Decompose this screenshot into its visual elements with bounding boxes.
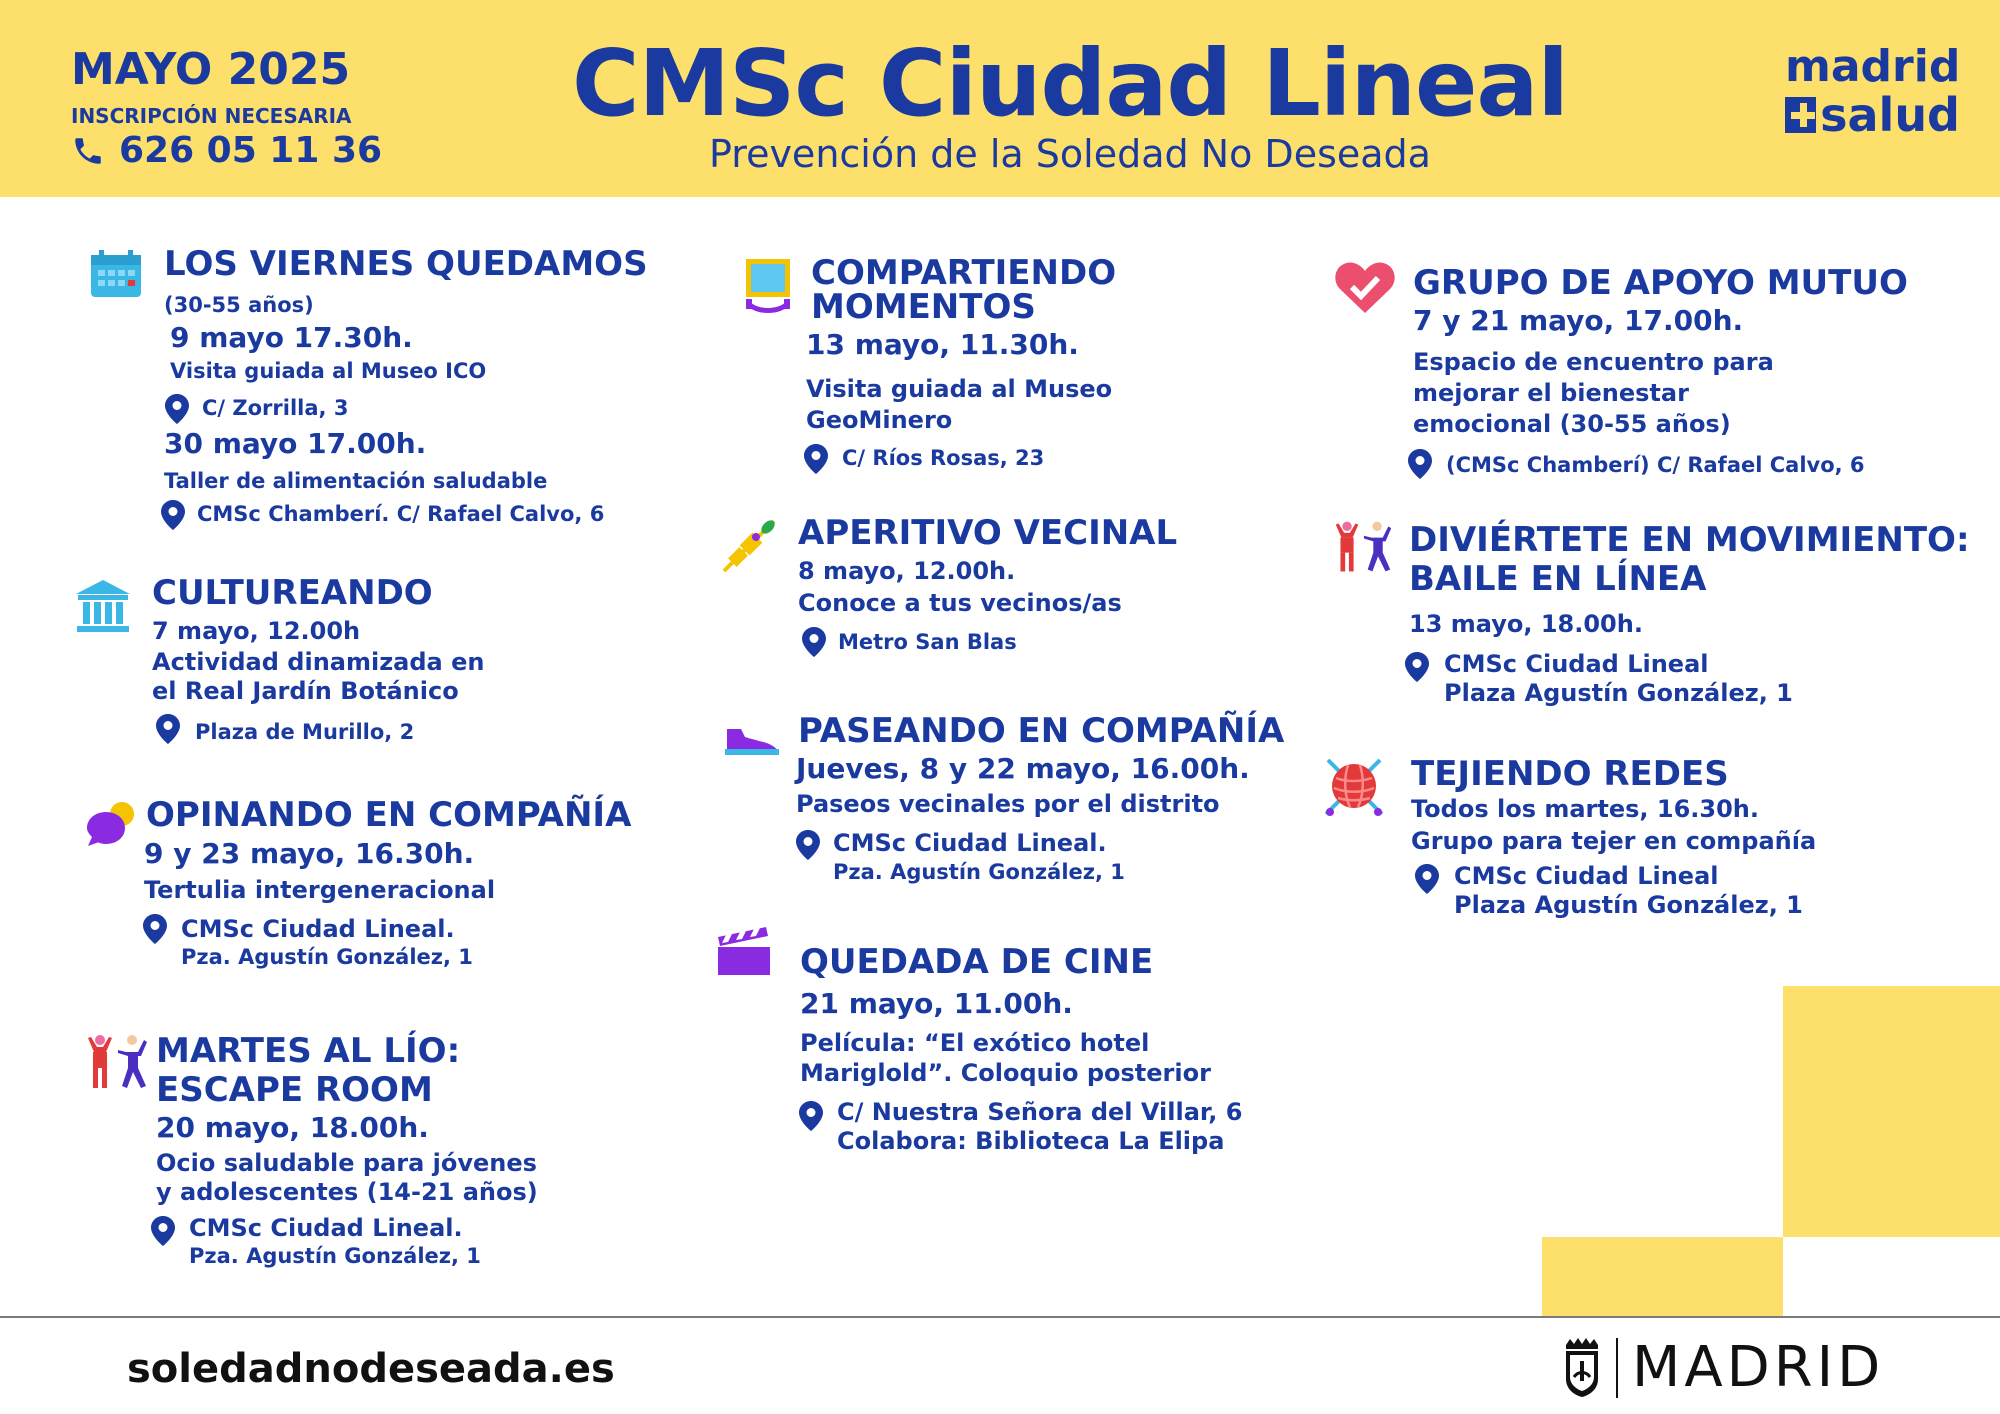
inscription-note: INSCRIPCIÓN NECESARIA (71, 104, 352, 128)
location-pin-icon (151, 1216, 175, 1246)
activity-description: el Real Jardín Botánico (152, 677, 459, 705)
activity-title: COMPARTIENDO (811, 253, 1117, 293)
activity-date: 20 mayo, 18.00h. (156, 1111, 429, 1144)
activity-title: TEJIENDO REDES (1411, 754, 1729, 794)
page-title: CMSc Ciudad Lineal (572, 30, 1568, 137)
activity-title: ESCAPE ROOM (156, 1070, 433, 1110)
activity-location: C/ Ríos Rosas, 23 (842, 446, 1045, 470)
decorative-block (1783, 986, 2000, 1237)
activity-description: y adolescentes (14-21 años) (156, 1178, 538, 1206)
activity-date: 13 mayo, 11.30h. (806, 328, 1079, 361)
location-pin-icon (799, 1101, 823, 1131)
activity-age: (30-55 años) (164, 293, 314, 317)
location-pin-icon (796, 830, 820, 860)
activity-date: 7 mayo, 12.00h (152, 617, 361, 645)
location-pin-icon (165, 394, 189, 424)
activity-location: Pza. Agustín González, 1 (189, 1244, 481, 1268)
coat-of-arms-icon (1562, 1337, 1602, 1399)
activity-location: Colabora: Biblioteca La Elipa (837, 1127, 1225, 1155)
activity-location: Plaza de Murillo, 2 (195, 720, 415, 744)
activity-location: CMSc Ciudad Lineal (1454, 862, 1719, 890)
activity-title: APERITIVO VECINAL (798, 513, 1178, 553)
location-pin-icon (156, 714, 180, 744)
website-link[interactable]: soledadnodeseada.es (127, 1346, 615, 1392)
activity-title: PASEANDO EN COMPAÑÍA (798, 711, 1285, 751)
yarn-ball-icon (1322, 756, 1386, 818)
activity-title: GRUPO DE APOYO MUTUO (1413, 263, 1908, 303)
heart-check-icon (1334, 261, 1396, 315)
location-pin-icon (804, 444, 828, 474)
activity-location: Plaza Agustín González, 1 (1444, 679, 1793, 707)
page-subtitle: Prevención de la Soledad No Deseada (709, 132, 1431, 176)
dancing-people-icon (1332, 520, 1394, 574)
activity-date: 30 mayo 17.00h. (164, 427, 427, 460)
activity-date: 8 mayo, 12.00h. (798, 557, 1016, 585)
activity-title: QUEDADA DE CINE (800, 942, 1154, 982)
activity-date: 13 mayo, 18.00h. (1409, 610, 1643, 638)
activity-description: GeoMinero (806, 406, 953, 434)
activity-title: DIVIÉRTETE EN MOVIMIENTO: (1409, 520, 1970, 560)
activity-description: emocional (30-55 años) (1413, 410, 1731, 438)
footer-divider (0, 1316, 2000, 1318)
activity-location: CMSc Chamberí. C/ Rafael Calvo, 6 (197, 502, 605, 526)
speech-bubbles-icon (86, 800, 138, 850)
activity-location: CMSc Ciudad Lineal. (833, 829, 1107, 857)
activity-date: 9 mayo 17.30h. (170, 321, 413, 354)
activity-description: Tertulia intergeneracional (144, 876, 496, 904)
location-pin-icon (1405, 652, 1429, 682)
location-pin-icon (161, 500, 185, 530)
activity-date: 9 y 23 mayo, 16.30h. (144, 837, 475, 870)
activity-description: Grupo para tejer en compañía (1411, 827, 1817, 855)
activity-location: (CMSc Chamberí) C/ Rafael Calvo, 6 (1446, 453, 1865, 477)
sneaker-icon (723, 721, 781, 757)
activity-title: LOS VIERNES QUEDAMOS (164, 244, 648, 284)
activity-location: CMSc Ciudad Lineal. (181, 915, 455, 943)
activity-description: Visita guiada al Museo ICO (170, 359, 487, 383)
activity-location: Pza. Agustín González, 1 (181, 945, 473, 969)
activity-title: OPINANDO EN COMPAÑÍA (146, 795, 632, 835)
madrid-salud-logo (1785, 41, 1961, 142)
activity-location: CMSc Ciudad Lineal (1444, 650, 1709, 678)
cross-icon (1785, 97, 1816, 133)
picture-frame-icon (744, 257, 792, 315)
activity-date: 21 mayo, 11.00h. (800, 987, 1073, 1020)
activity-description: mejorar el bienestar (1413, 379, 1689, 407)
madrid-wordmark: MADRID (1632, 1335, 1885, 1400)
activity-description: Visita guiada al Museo (806, 375, 1113, 403)
activity-date: 7 y 21 mayo, 17.00h. (1413, 304, 1744, 337)
header-band (0, 0, 2000, 197)
dancing-people-icon (84, 1034, 150, 1090)
activity-location: C/ Nuestra Señora del Villar, 6 (837, 1098, 1243, 1126)
calendar-icon (89, 249, 143, 299)
activity-description: Mariglold”. Coloquio posterior (800, 1059, 1211, 1087)
logo-separator (1616, 1338, 1618, 1398)
phone-icon (71, 134, 105, 168)
activity-description: Película: “El exótico hotel (800, 1029, 1150, 1057)
phone-number[interactable] (71, 130, 382, 171)
activity-description: Espacio de encuentro para (1413, 348, 1774, 376)
appetizer-skewer-icon (718, 515, 780, 575)
logo-text-madrid: madrid (1785, 41, 1961, 92)
activity-title: MOMENTOS (811, 287, 1036, 327)
activity-title: MARTES AL LÍO: (156, 1031, 461, 1071)
logo-text-salud: salud (1820, 88, 1960, 142)
location-pin-icon (1408, 449, 1432, 479)
decorative-block (1542, 1237, 1783, 1317)
activity-description: Conoce a tus vecinos/as (798, 589, 1122, 617)
month-label: MAYO 2025 (71, 44, 351, 95)
activity-location: Plaza Agustín González, 1 (1454, 891, 1803, 919)
activity-title: CULTUREANDO (152, 573, 433, 613)
activity-title: BAILE EN LÍNEA (1409, 559, 1707, 599)
location-pin-icon (143, 914, 167, 944)
activity-description: Paseos vecinales por el distrito (796, 790, 1220, 818)
clapperboard-icon (716, 925, 772, 977)
activity-location: Metro San Blas (838, 630, 1017, 654)
museum-icon (74, 578, 132, 634)
activity-date: Todos los martes, 16.30h. (1411, 795, 1759, 823)
location-pin-icon (802, 627, 826, 657)
activity-date: Jueves, 8 y 22 mayo, 16.00h. (796, 752, 1250, 785)
activity-location: Pza. Agustín González, 1 (833, 860, 1125, 884)
location-pin-icon (1415, 864, 1439, 894)
activity-description: Actividad dinamizada en (152, 648, 485, 676)
activity-description: Taller de alimentación saludable (164, 469, 548, 493)
activity-location: CMSc Ciudad Lineal. (189, 1214, 463, 1242)
activity-description: Ocio saludable para jóvenes (156, 1149, 537, 1177)
madrid-logo (1562, 1335, 1884, 1400)
activity-location: C/ Zorrilla, 3 (202, 396, 349, 420)
phone-text: 626 05 11 36 (119, 130, 383, 171)
